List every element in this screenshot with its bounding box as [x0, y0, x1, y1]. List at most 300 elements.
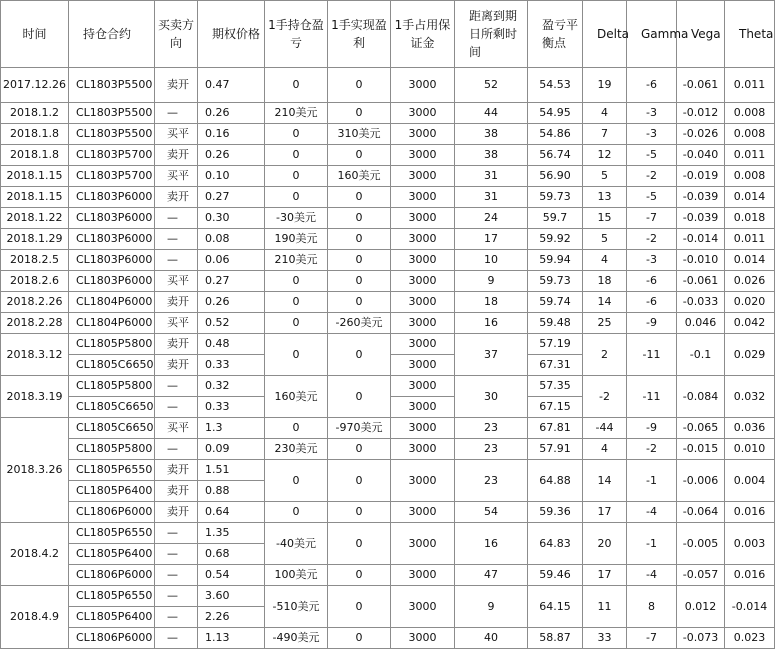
direction-cell: —	[155, 376, 198, 397]
theta-cell: 0.042	[725, 313, 775, 334]
price-cell: 0.08	[198, 229, 265, 250]
price-cell: 0.06	[198, 250, 265, 271]
contract-cell: CL1805C6650	[69, 418, 155, 439]
realized-pnl-cell: 0	[328, 565, 391, 586]
date-cell: 2018.1.8	[1, 124, 69, 145]
margin-cell: 3000	[391, 124, 455, 145]
table-row	[1, 439, 775, 460]
margin-cell: 3000	[391, 418, 455, 439]
contract-cell: CL1805P5800	[69, 334, 155, 355]
breakeven-cell: 59.94	[528, 250, 583, 271]
theta-cell: 0.014	[725, 187, 775, 208]
direction-cell: 卖开	[155, 334, 198, 355]
realized-pnl-cell: 0	[328, 628, 391, 649]
header-theta: Theta	[725, 1, 775, 68]
table-row	[1, 103, 775, 124]
table-row	[1, 586, 775, 607]
contract-cell: CL1803P6000	[69, 250, 155, 271]
realized-pnl-cell: 0	[328, 187, 391, 208]
breakeven-cell: 56.90	[528, 166, 583, 187]
realized-pnl-cell: 0	[328, 502, 391, 523]
direction-cell: —	[155, 523, 198, 544]
price-cell: 0.16	[198, 124, 265, 145]
breakeven-cell: 57.19	[528, 334, 583, 355]
table-row	[1, 334, 775, 355]
days-cell: 16	[455, 313, 528, 334]
delta-cell: 20	[583, 523, 627, 565]
theta-cell: 0.011	[725, 145, 775, 166]
realized-pnl-cell: 0	[328, 271, 391, 292]
vega-cell: 0.046	[677, 313, 725, 334]
price-cell: 0.26	[198, 145, 265, 166]
margin-cell: 3000	[391, 397, 455, 418]
theta-cell: 0.008	[725, 166, 775, 187]
gamma-cell: -6	[627, 292, 677, 313]
realized-pnl-cell: 0	[328, 145, 391, 166]
vega-cell: -0.033	[677, 292, 725, 313]
date-cell: 2018.2.5	[1, 250, 69, 271]
margin-cell: 3000	[391, 68, 455, 103]
gamma-cell: -2	[627, 439, 677, 460]
margin-cell: 3000	[391, 460, 455, 502]
days-cell: 47	[455, 565, 528, 586]
direction-cell: —	[155, 544, 198, 565]
contract-cell: CL1805P6400	[69, 544, 155, 565]
margin-cell: 3000	[391, 292, 455, 313]
breakeven-cell: 59.46	[528, 565, 583, 586]
direction-cell: 买平	[155, 166, 198, 187]
direction-cell: —	[155, 439, 198, 460]
realized-pnl-cell: 0	[328, 439, 391, 460]
breakeven-cell: 67.81	[528, 418, 583, 439]
contract-cell: CL1805P6550	[69, 586, 155, 607]
theta-cell: 0.011	[725, 229, 775, 250]
holding-pnl-cell: -30美元	[265, 208, 328, 229]
breakeven-cell: 67.15	[528, 397, 583, 418]
vega-cell: -0.006	[677, 460, 725, 502]
realized-pnl-cell: -970美元	[328, 418, 391, 439]
price-cell: 0.09	[198, 439, 265, 460]
days-cell: 23	[455, 439, 528, 460]
margin-cell: 3000	[391, 187, 455, 208]
contract-cell: CL1805P6400	[69, 481, 155, 502]
date-cell: 2018.2.26	[1, 292, 69, 313]
gamma-cell: -7	[627, 208, 677, 229]
margin-cell: 3000	[391, 103, 455, 124]
days-cell: 37	[455, 334, 528, 376]
margin-cell: 3000	[391, 250, 455, 271]
direction-cell: —	[155, 586, 198, 607]
table-row	[1, 292, 775, 313]
holding-pnl-cell: 0	[265, 502, 328, 523]
price-cell: 0.68	[198, 544, 265, 565]
table-row	[1, 271, 775, 292]
table-row	[1, 502, 775, 523]
date-cell: 2018.2.28	[1, 313, 69, 334]
breakeven-cell: 59.73	[528, 187, 583, 208]
vega-cell: -0.084	[677, 376, 725, 418]
realized-pnl-cell: 0	[328, 103, 391, 124]
delta-cell: 7	[583, 124, 627, 145]
date-cell: 2017.12.26	[1, 68, 69, 103]
days-cell: 30	[455, 376, 528, 418]
direction-cell: 卖开	[155, 502, 198, 523]
price-cell: 0.10	[198, 166, 265, 187]
holding-pnl-cell: 0	[265, 292, 328, 313]
holding-pnl-cell: 160美元	[265, 376, 328, 418]
margin-cell: 3000	[391, 355, 455, 376]
date-cell: 2018.4.9	[1, 586, 69, 649]
contract-cell: CL1805P5800	[69, 376, 155, 397]
days-cell: 23	[455, 460, 528, 502]
gamma-cell: -7	[627, 628, 677, 649]
delta-cell: 5	[583, 166, 627, 187]
holding-pnl-cell: -510美元	[265, 586, 328, 628]
breakeven-cell: 54.95	[528, 103, 583, 124]
price-cell: 0.33	[198, 397, 265, 418]
days-cell: 38	[455, 124, 528, 145]
contract-cell: CL1805C6650	[69, 355, 155, 376]
days-cell: 31	[455, 166, 528, 187]
margin-cell: 3000	[391, 229, 455, 250]
table-row	[1, 208, 775, 229]
breakeven-cell: 64.88	[528, 460, 583, 502]
gamma-cell: -3	[627, 103, 677, 124]
contract-cell: CL1803P5500	[69, 124, 155, 145]
direction-cell: 买平	[155, 418, 198, 439]
realized-pnl-cell: 0	[328, 292, 391, 313]
holding-pnl-cell: 210美元	[265, 103, 328, 124]
holding-pnl-cell: 0	[265, 145, 328, 166]
contract-cell: CL1806P6000	[69, 565, 155, 586]
vega-cell: -0.010	[677, 250, 725, 271]
date-cell: 2018.2.6	[1, 271, 69, 292]
direction-cell: 卖开	[155, 355, 198, 376]
breakeven-cell: 56.74	[528, 145, 583, 166]
direction-cell: —	[155, 208, 198, 229]
table-row	[1, 124, 775, 145]
theta-cell: 0.032	[725, 376, 775, 418]
contract-cell: CL1805P6550	[69, 523, 155, 544]
contract-cell: CL1803P6000	[69, 271, 155, 292]
breakeven-cell: 59.48	[528, 313, 583, 334]
breakeven-cell: 64.15	[528, 586, 583, 628]
price-cell: 0.52	[198, 313, 265, 334]
direction-cell: 卖开	[155, 292, 198, 313]
contract-cell: CL1803P5500	[69, 103, 155, 124]
vega-cell: -0.061	[677, 68, 725, 103]
gamma-cell: -9	[627, 418, 677, 439]
direction-cell: 买平	[155, 124, 198, 145]
breakeven-cell: 59.92	[528, 229, 583, 250]
gamma-cell: -2	[627, 229, 677, 250]
margin-cell: 3000	[391, 586, 455, 628]
margin-cell: 3000	[391, 145, 455, 166]
realized-pnl-cell: -260美元	[328, 313, 391, 334]
header-delta: Delta	[583, 1, 627, 68]
vega-cell: -0.057	[677, 565, 725, 586]
price-cell: 0.27	[198, 187, 265, 208]
margin-cell: 3000	[391, 334, 455, 355]
realized-pnl-cell: 0	[328, 523, 391, 565]
gamma-cell: -5	[627, 187, 677, 208]
direction-cell: 卖开	[155, 145, 198, 166]
date-cell: 2018.1.15	[1, 166, 69, 187]
delta-cell: 14	[583, 292, 627, 313]
realized-pnl-cell: 310美元	[328, 124, 391, 145]
vega-cell: -0.073	[677, 628, 725, 649]
header-row	[1, 1, 775, 68]
direction-cell: —	[155, 250, 198, 271]
header-price: 期权价格	[198, 1, 265, 68]
margin-cell: 3000	[391, 628, 455, 649]
gamma-cell: -4	[627, 565, 677, 586]
contract-cell: CL1806P6000	[69, 628, 155, 649]
vega-cell: -0.014	[677, 229, 725, 250]
theta-cell: 0.026	[725, 271, 775, 292]
delta-cell: 4	[583, 439, 627, 460]
theta-cell: 0.003	[725, 523, 775, 565]
breakeven-cell: 59.74	[528, 292, 583, 313]
vega-cell: -0.061	[677, 271, 725, 292]
theta-cell: 0.010	[725, 439, 775, 460]
table-row	[1, 145, 775, 166]
delta-cell: -2	[583, 376, 627, 418]
gamma-cell: -11	[627, 376, 677, 418]
table-row	[1, 68, 775, 103]
date-cell: 2018.1.8	[1, 145, 69, 166]
header-direction: 买卖方向	[155, 1, 198, 68]
holding-pnl-cell: -40美元	[265, 523, 328, 565]
direction-cell: —	[155, 607, 198, 628]
header-days-to-expiry: 距离到期日所剩时间	[455, 1, 528, 68]
direction-cell: —	[155, 628, 198, 649]
holding-pnl-cell: 0	[265, 334, 328, 376]
direction-cell: 卖开	[155, 460, 198, 481]
delta-cell: 4	[583, 103, 627, 124]
theta-cell: 0.008	[725, 103, 775, 124]
days-cell: 52	[455, 68, 528, 103]
breakeven-cell: 64.83	[528, 523, 583, 565]
header-breakeven: 盈亏平衡点	[528, 1, 583, 68]
contract-cell: CL1803P6000	[69, 208, 155, 229]
price-cell: 1.35	[198, 523, 265, 544]
header-holding-pnl: 1手持仓盈亏	[265, 1, 328, 68]
table-row	[1, 250, 775, 271]
date-cell: 2018.1.15	[1, 187, 69, 208]
margin-cell: 3000	[391, 523, 455, 565]
table-row	[1, 229, 775, 250]
breakeven-cell: 59.73	[528, 271, 583, 292]
holding-pnl-cell: 0	[265, 166, 328, 187]
vega-cell: 0.012	[677, 586, 725, 628]
date-cell: 2018.1.22	[1, 208, 69, 229]
theta-cell: 0.016	[725, 502, 775, 523]
realized-pnl-cell: 0	[328, 586, 391, 628]
delta-cell: 15	[583, 208, 627, 229]
breakeven-cell: 57.35	[528, 376, 583, 397]
breakeven-cell: 59.36	[528, 502, 583, 523]
delta-cell: 5	[583, 229, 627, 250]
price-cell: 0.33	[198, 355, 265, 376]
delta-cell: 12	[583, 145, 627, 166]
gamma-cell: -4	[627, 502, 677, 523]
table-row	[1, 418, 775, 439]
direction-cell: 买平	[155, 271, 198, 292]
price-cell: 0.54	[198, 565, 265, 586]
contract-cell: CL1804P6000	[69, 292, 155, 313]
vega-cell: -0.026	[677, 124, 725, 145]
breakeven-cell: 54.86	[528, 124, 583, 145]
vega-cell: -0.015	[677, 439, 725, 460]
table-row	[1, 565, 775, 586]
direction-cell: —	[155, 103, 198, 124]
table-row	[1, 166, 775, 187]
delta-cell: 17	[583, 502, 627, 523]
days-cell: 40	[455, 628, 528, 649]
table-row	[1, 376, 775, 397]
holding-pnl-cell: -490美元	[265, 628, 328, 649]
holding-pnl-cell: 210美元	[265, 250, 328, 271]
holding-pnl-cell: 0	[265, 68, 328, 103]
price-cell: 0.27	[198, 271, 265, 292]
delta-cell: 33	[583, 628, 627, 649]
margin-cell: 3000	[391, 271, 455, 292]
days-cell: 54	[455, 502, 528, 523]
holding-pnl-cell: 230美元	[265, 439, 328, 460]
holding-pnl-cell: 190美元	[265, 229, 328, 250]
vega-cell: -0.012	[677, 103, 725, 124]
gamma-cell: -9	[627, 313, 677, 334]
breakeven-cell: 67.31	[528, 355, 583, 376]
contract-cell: CL1806P6000	[69, 502, 155, 523]
price-cell: 3.60	[198, 586, 265, 607]
direction-cell: 买平	[155, 313, 198, 334]
date-cell: 2018.1.2	[1, 103, 69, 124]
table-row	[1, 187, 775, 208]
delta-cell: -44	[583, 418, 627, 439]
contract-cell: CL1803P6000	[69, 187, 155, 208]
margin-cell: 3000	[391, 502, 455, 523]
holding-pnl-cell: 0	[265, 271, 328, 292]
theta-cell: 0.014	[725, 250, 775, 271]
gamma-cell: 8	[627, 586, 677, 628]
contract-cell: CL1803P5700	[69, 145, 155, 166]
price-cell: 0.48	[198, 334, 265, 355]
days-cell: 9	[455, 271, 528, 292]
holding-pnl-cell: 0	[265, 460, 328, 502]
days-cell: 17	[455, 229, 528, 250]
date-cell: 2018.3.19	[1, 376, 69, 418]
header-vega: Vega	[677, 1, 725, 68]
price-cell: 0.47	[198, 68, 265, 103]
theta-cell: -0.014	[725, 586, 775, 628]
gamma-cell: -5	[627, 145, 677, 166]
direction-cell: —	[155, 565, 198, 586]
vega-cell: -0.064	[677, 502, 725, 523]
delta-cell: 17	[583, 565, 627, 586]
delta-cell: 11	[583, 586, 627, 628]
header-contract: 持仓合约	[69, 1, 155, 68]
price-cell: 1.3	[198, 418, 265, 439]
realized-pnl-cell: 160美元	[328, 166, 391, 187]
direction-cell: 卖开	[155, 68, 198, 103]
date-cell: 2018.4.2	[1, 523, 69, 586]
realized-pnl-cell: 0	[328, 334, 391, 376]
price-cell: 0.88	[198, 481, 265, 502]
gamma-cell: -6	[627, 271, 677, 292]
holding-pnl-cell: 0	[265, 418, 328, 439]
direction-cell: 卖开	[155, 187, 198, 208]
theta-cell: 0.036	[725, 418, 775, 439]
realized-pnl-cell: 0	[328, 250, 391, 271]
price-cell: 0.26	[198, 292, 265, 313]
header-realized-pnl: 1手实现盈利	[328, 1, 391, 68]
gamma-cell: -2	[627, 166, 677, 187]
price-cell: 1.13	[198, 628, 265, 649]
price-cell: 0.30	[198, 208, 265, 229]
vega-cell: -0.039	[677, 187, 725, 208]
header-time: 时间	[1, 1, 69, 68]
days-cell: 23	[455, 418, 528, 439]
gamma-cell: -1	[627, 523, 677, 565]
vega-cell: -0.039	[677, 208, 725, 229]
margin-cell: 3000	[391, 376, 455, 397]
days-cell: 16	[455, 523, 528, 565]
delta-cell: 18	[583, 271, 627, 292]
margin-cell: 3000	[391, 313, 455, 334]
theta-cell: 0.018	[725, 208, 775, 229]
holding-pnl-cell: 0	[265, 187, 328, 208]
gamma-cell: -3	[627, 250, 677, 271]
table-row	[1, 313, 775, 334]
margin-cell: 3000	[391, 565, 455, 586]
realized-pnl-cell: 0	[328, 376, 391, 418]
table-row	[1, 523, 775, 544]
delta-cell: 13	[583, 187, 627, 208]
days-cell: 10	[455, 250, 528, 271]
holding-pnl-cell: 100美元	[265, 565, 328, 586]
table-row	[1, 628, 775, 649]
header-margin: 1手占用保证金	[391, 1, 455, 68]
days-cell: 24	[455, 208, 528, 229]
delta-cell: 2	[583, 334, 627, 376]
realized-pnl-cell: 0	[328, 460, 391, 502]
theta-cell: 0.004	[725, 460, 775, 502]
delta-cell: 14	[583, 460, 627, 502]
days-cell: 18	[455, 292, 528, 313]
days-cell: 9	[455, 586, 528, 628]
gamma-cell: -3	[627, 124, 677, 145]
margin-cell: 3000	[391, 166, 455, 187]
price-cell: 2.26	[198, 607, 265, 628]
vega-cell: -0.065	[677, 418, 725, 439]
delta-cell: 19	[583, 68, 627, 103]
realized-pnl-cell: 0	[328, 68, 391, 103]
delta-cell: 25	[583, 313, 627, 334]
theta-cell: 0.023	[725, 628, 775, 649]
gamma-cell: -6	[627, 68, 677, 103]
days-cell: 38	[455, 145, 528, 166]
price-cell: 0.26	[198, 103, 265, 124]
date-cell: 2018.3.26	[1, 418, 69, 523]
direction-cell: —	[155, 229, 198, 250]
breakeven-cell: 59.7	[528, 208, 583, 229]
vega-cell: -0.019	[677, 166, 725, 187]
theta-cell: 0.008	[725, 124, 775, 145]
contract-cell: CL1805C6650	[69, 397, 155, 418]
vega-cell: -0.005	[677, 523, 725, 565]
